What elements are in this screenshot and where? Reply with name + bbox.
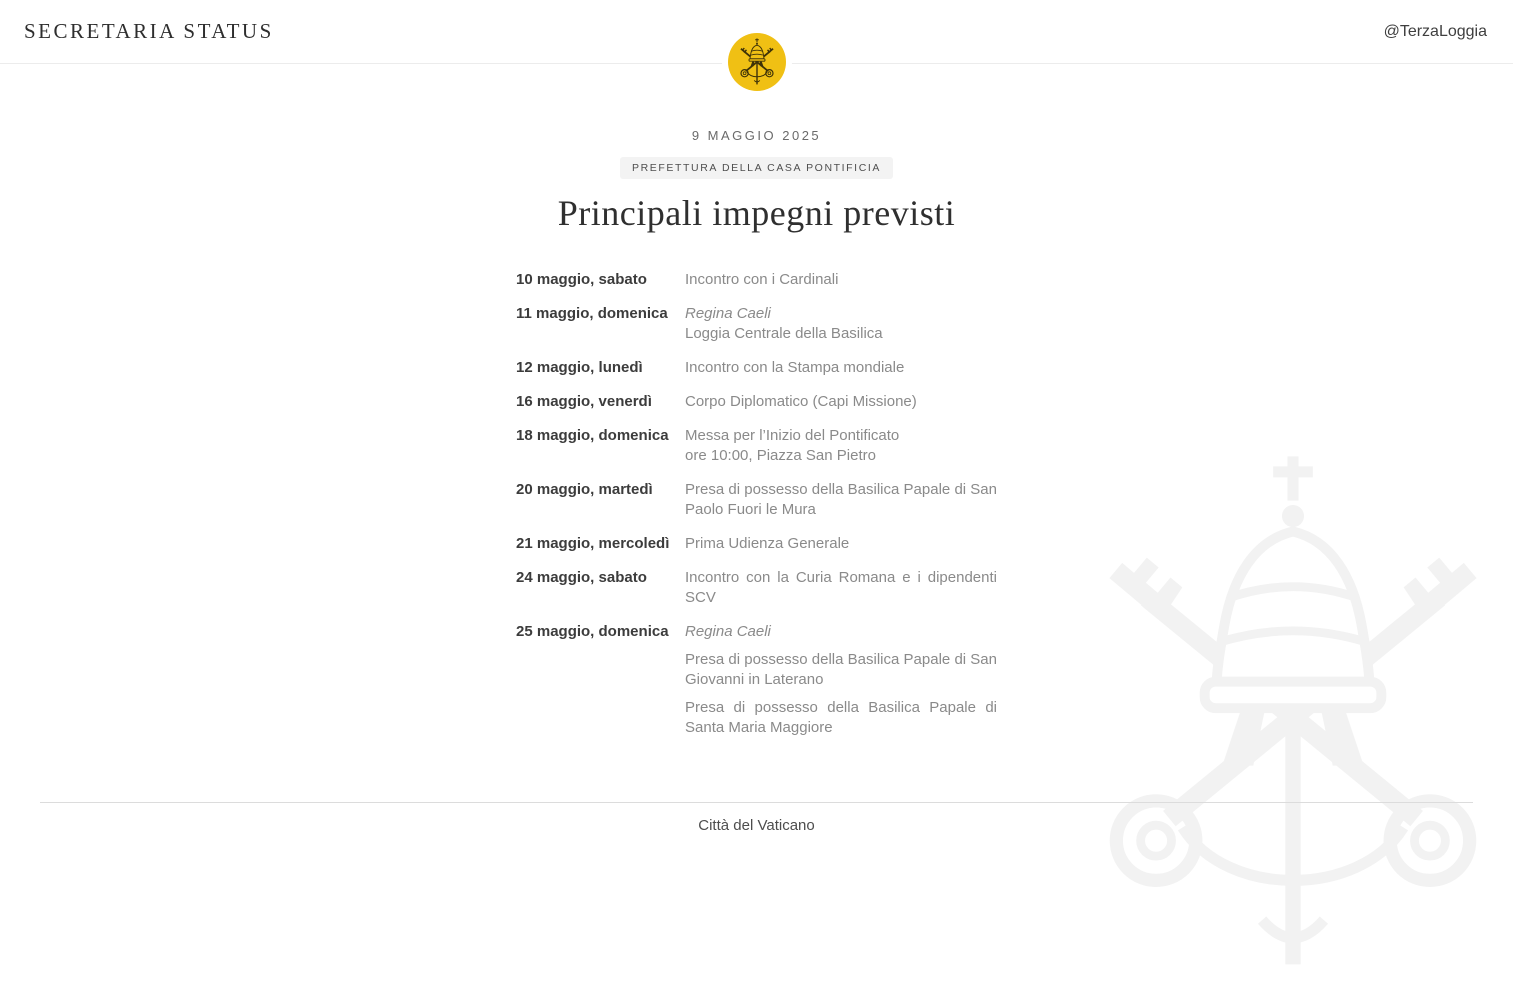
schedule-row [516,426,997,466]
schedule-event: Prima Udienza Generale [685,534,850,552]
schedule-date: 21 maggio, mercoledì [516,534,670,552]
schedule-list [516,270,997,738]
footer [0,802,1513,834]
header [0,0,1513,64]
schedule-events [685,358,997,378]
schedule-date: 12 maggio, lunedì [516,358,643,376]
schedule-event: Regina Caeli [685,304,771,322]
schedule-event: Incontro con la Curia Romana e i dipendenti SCV [685,568,997,606]
schedule-event: Presa di possesso della Basilica Papale di San Giovanni in Laterano [685,650,997,688]
schedule-events [685,622,997,738]
schedule-row [516,480,997,520]
schedule-date: 11 maggio, domenica [516,304,668,322]
site-brand[interactable]: SECRETARIA STATUS [24,19,274,43]
schedule-event: Loggia Centrale della Basilica [685,324,883,342]
schedule-event: Regina Caeli [685,622,771,640]
schedule-event: Presa di possesso della Basilica Papale di Santa Maria Maggiore [685,698,997,736]
schedule-event: Incontro con la Stampa mondiale [685,358,905,376]
schedule-row [516,534,997,554]
schedule-row [516,304,997,344]
schedule-row [516,358,997,378]
schedule-row [516,622,997,738]
schedule-events [685,534,997,554]
schedule-events [685,568,997,608]
office-badge: PREFETTURA DELLA CASA PONTIFICIA [620,157,893,179]
schedule-date: 24 maggio, sabato [516,568,647,586]
schedule-date: 25 maggio, domenica [516,622,669,640]
schedule-row [516,392,997,412]
schedule-date: 16 maggio, venerdì [516,392,652,410]
schedule-events [685,426,997,466]
schedule-events [685,392,997,412]
schedule-event: Incontro con i Cardinali [685,270,839,288]
footer-location: Città del Vaticano [698,817,815,834]
social-handle[interactable]: @TerzaLoggia [1383,22,1487,40]
emblem-badge [722,27,792,97]
main-content [0,64,1513,738]
schedule-event: Presa di possesso della Basilica Papale di San Paolo Fuori le Mura [685,480,997,518]
issue-date: 9 MAGGIO 2025 [691,128,822,143]
schedule-date: 18 maggio, domenica [516,426,669,444]
papal-insignia-icon [728,33,786,91]
footer-divider [40,802,1473,803]
schedule-date: 10 maggio, sabato [516,270,647,288]
schedule-row [516,568,997,608]
schedule-event: ore 10:00, Piazza San Pietro [685,446,876,464]
schedule-row [516,270,997,290]
schedule-events [685,270,997,290]
schedule-date: 20 maggio, martedì [516,480,653,498]
schedule-event: Messa per l’Inizio del Pontificato [685,426,900,444]
page-title: Principali impegni previsti [557,192,956,233]
schedule-event: Corpo Diplomatico (Capi Missione) [685,392,917,410]
schedule-events [685,304,997,344]
schedule-events [685,480,997,520]
